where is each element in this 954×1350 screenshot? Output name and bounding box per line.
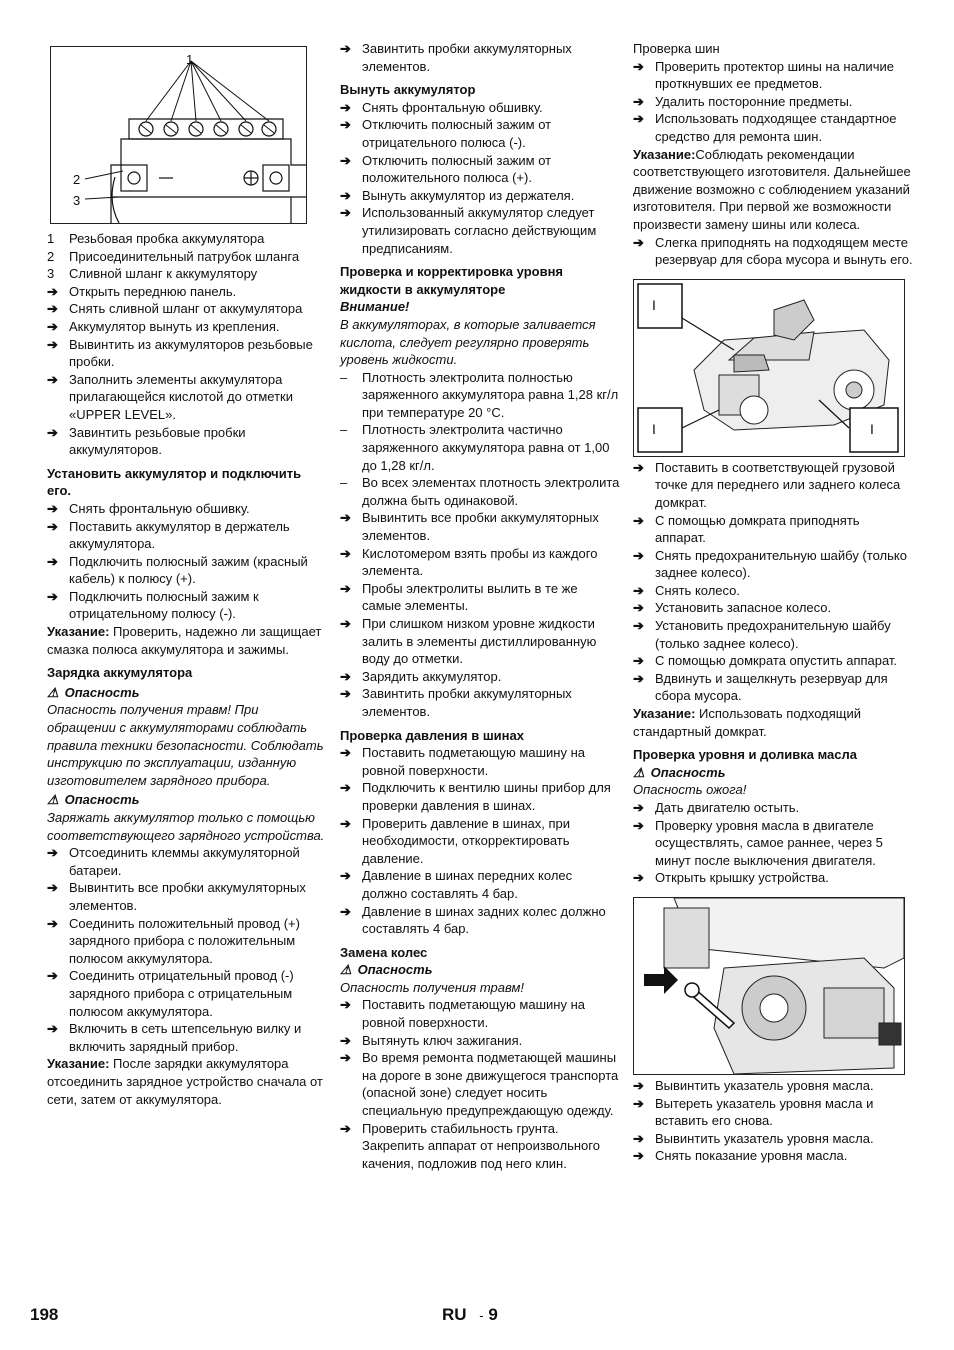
step-item: ➔ Соединить положительный провод (+) зарядного прибора с положительным полюсом аккумулятора. — [47, 915, 300, 966]
step-item: ➔ Поставить в соответствующей грузовой точке для переднего или заднего колеса домкрат. — [633, 459, 901, 510]
step-item: ➔ Вывинтить все пробки аккумуляторных элементов. — [340, 510, 599, 544]
dash-item: – Плотность электролита частично заряженного аккумулятора равна от 1,00 до 1,28 кг/л. — [340, 422, 610, 473]
note-2: Указание: Использовать подходящий стандартный домкрат. — [633, 706, 862, 739]
steps-wheel-change — [633, 459, 913, 705]
danger-text: Опасность получения травм! — [340, 979, 525, 995]
heading-remove: Вынуть аккумулятор — [340, 82, 476, 98]
step-item: ➔ Установить предохранительную шайбу (только заднее колесо). — [633, 618, 891, 651]
arrow-icon: ➔ — [633, 234, 644, 250]
step-item: ➔ Вывинтить все пробки аккумуляторных элементов. — [47, 880, 306, 913]
step-item: ➔ Снять фронтальную обшивку. — [340, 99, 543, 115]
legend-item: 1 Резьбовая пробка аккумулятора — [47, 231, 265, 246]
arrow-icon: ➔ — [47, 424, 58, 440]
pointer-arrow-icon — [644, 966, 678, 994]
arrow-icon: ➔ — [47, 880, 58, 896]
danger-label: ⚠ Опасность — [633, 764, 726, 780]
steps-wheel — [340, 996, 620, 1172]
arrow-icon: ➔ — [633, 800, 644, 815]
steps-tyre — [340, 744, 620, 938]
heading-tyre-pressure: Проверка давления в шинах — [340, 727, 524, 743]
steps-refill — [47, 283, 327, 459]
step-item: ➔ Поставить подметающую машину на ровной поверхности. — [340, 745, 585, 778]
steps-remove — [340, 99, 620, 257]
column-1 — [47, 46, 327, 1108]
step-item: ➔ Вытянуть ключ зажигания. — [340, 1032, 523, 1048]
svg-text:I: I — [652, 296, 656, 313]
step-item: ➔ Вытереть указатель уровня масла и вставить его снова. — [633, 1095, 874, 1129]
step-item: ➔ Слегка приподнять на подходящем месте резервуар для сбора мусора и вынуть его. — [633, 234, 913, 268]
arrow-icon: ➔ — [47, 336, 58, 352]
steps-charge — [47, 844, 327, 1055]
arrow-icon: ➔ — [47, 588, 58, 604]
step-item: ➔ Проверку уровня масла в двигателе осуществлять, самое раннее, через 5 минут после выключения двигателя. — [633, 817, 883, 868]
caution-text: В аккумуляторах, в которые заливается кислота, следует регулярно проверять уровень жидкости. — [340, 316, 596, 368]
arrow-icon: ➔ — [340, 616, 351, 631]
step-item: ➔ Вдвинуть и защелкнуть резервуар для сбора мусора. — [633, 670, 888, 704]
steps-tyres — [633, 58, 913, 146]
step-item: ➔ Зарядить аккумулятор. — [340, 668, 502, 684]
step-item: ➔ Снять показание уровня масла. — [633, 1148, 848, 1164]
step-item: ➔ Вывинтить указатель уровня масла. — [633, 1130, 874, 1146]
arrow-icon: ➔ — [633, 111, 644, 127]
arrow-icon: ➔ — [340, 41, 351, 56]
arrow-icon: ➔ — [633, 817, 644, 833]
callout-2: 2 — [73, 172, 81, 187]
step-item: ➔ Установить запасное колесо. — [633, 600, 832, 616]
step-item: ➔ Давление в шинах передних колес должно составлять 4 бар. — [340, 868, 573, 901]
step-item: ➔ Пробы электролиты вылить в те же самые элементы. — [340, 580, 578, 614]
callout-1: 1 — [186, 52, 194, 67]
step-item: ➔ Подключить полюсный зажим (красный кабель) к полюсу (+). — [47, 553, 308, 587]
arrow-icon: ➔ — [340, 815, 351, 831]
arrow-icon: ➔ — [47, 371, 58, 387]
step-item: ➔ Использованный аккумулятор следует утилизировать согласно действующим предписаниям. — [340, 205, 597, 256]
arrow-icon: ➔ — [47, 500, 58, 516]
page-lang: RU - 9 — [442, 1305, 498, 1324]
step-item: ➔ Давление в шинах задних колес должно составлять 4 бар. — [340, 903, 606, 937]
engine-drawing — [634, 898, 904, 1074]
arrow-icon: ➔ — [340, 997, 351, 1013]
arrow-icon: ➔ — [633, 547, 644, 563]
arrow-icon: ➔ — [340, 1050, 351, 1066]
arrow-icon: ➔ — [633, 1095, 644, 1111]
heading-level: Проверка и корректировка уровня жидкости в аккумуляторе — [340, 264, 564, 297]
step-item: ➔ Отсоединить клеммы аккумуляторной батареи. — [47, 845, 300, 878]
danger-text-2: Заряжать аккумулятор только с помощью соответствующего зарядного устройства. — [47, 810, 325, 843]
arrow-icon: ➔ — [633, 582, 644, 598]
arrow-icon: ➔ — [47, 553, 58, 569]
arrow-icon: ➔ — [633, 58, 644, 74]
column-2 — [340, 40, 620, 1172]
step-item: ➔ Отключить полюсный зажим от отрицательного полюса (-). — [340, 117, 552, 150]
arrow-icon: ➔ — [633, 1130, 644, 1146]
warning-icon: ⚠ — [47, 684, 59, 700]
legend-item: 2 Присоединительный патрубок шланга — [47, 248, 300, 264]
battery-figure — [50, 46, 307, 224]
danger-label-2: ⚠ Опасность — [47, 792, 140, 808]
column-3 — [633, 40, 913, 1165]
arrow-icon: ➔ — [47, 968, 58, 984]
arrow-icon: ➔ — [340, 545, 351, 561]
step-item: ➔ Поставить подметающую машину на ровной поверхности. — [340, 997, 585, 1031]
dash-item: – Во всех элементах плотность электролита должна быть одинаковой. — [340, 475, 620, 508]
svg-text:I: I — [652, 420, 656, 437]
danger-text-1: Опасность получения травм! При обращении с аккумуляторами соблюдать правила техники безопасности. Соблюдать инструкцию по эксплуатации, изданную изготовителем зарядного прибора. — [47, 702, 324, 788]
arrow-icon: ➔ — [340, 1032, 351, 1048]
engine-figure — [633, 897, 905, 1075]
step-item: ➔ Вывинтить из аккумуляторов резьбовые пробки. — [47, 336, 313, 370]
arrow-icon: ➔ — [633, 870, 644, 886]
heading-install: Установить аккумулятор и подключить его. — [47, 465, 302, 499]
arrow-icon: ➔ — [340, 152, 351, 168]
step-item: ➔ Отключить полюсный зажим от положительного полюса (+). — [340, 152, 552, 186]
step-item: ➔ Завинтить пробки аккумуляторных элементов. — [340, 686, 572, 719]
sweeper-figure — [633, 279, 905, 457]
density-list — [340, 369, 620, 510]
arrow-icon: ➔ — [340, 99, 351, 115]
warning-icon: ⚠ — [340, 962, 352, 978]
step-item: ➔ Подключить к вентилю шины прибор для проверки давления в шинах. — [340, 780, 611, 813]
arrow-icon: ➔ — [633, 93, 644, 109]
step-item: ➔ Кислотомером взять пробы из каждого элемента. — [340, 545, 598, 579]
arrow-icon: ➔ — [340, 510, 351, 526]
dash-item: – Плотность электролита полностью заряженного аккумулятора равна 1,28 кг/л при температуре 20 °C. — [340, 369, 619, 420]
steps-oil-b — [633, 1077, 913, 1165]
arrow-icon: ➔ — [340, 187, 351, 203]
step-item: ➔ Завинтить пробки аккумуляторных элементов. — [340, 41, 572, 74]
step-item: ➔ Проверить протектор шины на наличие проткнувших ее предметов. — [633, 58, 894, 92]
step-item: ➔ Снять предохранительную шайбу (только заднее колесо). — [633, 547, 907, 581]
arrow-icon: ➔ — [340, 780, 351, 796]
step-item: ➔ Подключить полюсный зажим к отрицательному полюсу (-). — [47, 588, 259, 622]
step-item: ➔ С помощью домкрата опустить аппарат. — [633, 653, 898, 669]
step-item: ➔ Поставить аккумулятор в держатель аккумулятора. — [47, 518, 290, 552]
step-item: ➔ Использовать подходящее стандартное средство для ремонта шин. — [633, 111, 897, 144]
warning-icon: ⚠ — [633, 764, 645, 780]
step-item: ➔ Снять колесо. — [633, 582, 741, 598]
arrow-icon: ➔ — [47, 318, 58, 334]
step-item: ➔ Снять фронтальную обшивку. — [47, 500, 250, 516]
step-item: ➔ Соединить отрицательный провод (-) зарядного прибора с отрицательным полюсом аккумулятора. — [47, 968, 294, 1019]
arrow-icon: ➔ — [340, 205, 351, 221]
sweeper-drawing — [634, 280, 904, 456]
step-item: ➔ С помощью домкрата приподнять аппарат. — [633, 512, 860, 546]
heading-wheel: Замена колес — [340, 944, 428, 960]
step-item: ➔ Аккумулятор вынуть из крепления. — [47, 318, 280, 334]
arrow-icon: ➔ — [340, 117, 351, 133]
steps-oil-a — [633, 799, 913, 887]
step-item: ➔ Вывинтить указатель уровня масла. — [633, 1077, 874, 1093]
step-item: ➔ Проверить стабильность грунта. Закрепить аппарат от непроизвольного качения, подложив под него клин. — [340, 1120, 600, 1171]
battery-drawing — [51, 47, 306, 223]
step-item: ➔ Завинтить резьбовые пробки аккумуляторов. — [47, 424, 246, 458]
svg-text:I: I — [870, 420, 874, 437]
danger-text: Опасность ожога! — [633, 782, 747, 798]
arrow-icon: ➔ — [340, 745, 351, 761]
arrow-icon: ➔ — [47, 915, 58, 931]
step-item: ➔ Снять сливной шланг от аккумулятора — [47, 301, 303, 317]
heading-tyres: Проверка шин — [633, 41, 720, 56]
step-item: ➔ При слишком низком уровне жидкости залить в элементы дистиллированную воду до отметки. — [340, 616, 597, 667]
arrow-icon: ➔ — [633, 459, 644, 475]
arrow-icon: ➔ — [340, 868, 351, 884]
arrow-icon: ➔ — [340, 686, 351, 702]
note-2: Указание: После зарядки аккумулятора отсоединить зарядное устройство сначала от сети, затем от аккумулятора. — [47, 1056, 323, 1107]
step-item: ➔ Вынуть аккумулятор из держателя. — [340, 187, 575, 203]
arrow-icon: ➔ — [340, 580, 351, 596]
legend-item: 3 Сливной шланг к аккумулятору — [47, 266, 258, 282]
arrow-icon: ➔ — [633, 653, 644, 669]
arrow-icon: ➔ — [633, 600, 644, 616]
step-item: ➔ Включить в сеть штепсельную вилку и включить зарядный прибор. — [47, 1021, 302, 1054]
arrow-icon: ➔ — [633, 670, 644, 686]
danger-label-1: ⚠ Опасность — [47, 684, 140, 700]
arrow-icon: ➔ — [47, 845, 58, 861]
step-item: ➔ Открыть крышку устройства. — [633, 870, 829, 886]
danger-label: ⚠ Опасность — [340, 962, 433, 978]
note-1: Указание:Соблюдать рекомендации соответствующего изготовителя. Дальнейшее движение возможно с соблюдением указаний изготовителя. При первой же возможности произвести замену шины или колеса. — [633, 146, 911, 232]
step-item: ➔ Проверить давление в шинах, при необходимости, откорректировать давление. — [340, 815, 571, 866]
arrow-icon: ➔ — [633, 1148, 644, 1164]
arrow-icon: ➔ — [633, 512, 644, 528]
arrow-icon: ➔ — [47, 1021, 58, 1037]
arrow-icon: ➔ — [340, 1120, 351, 1136]
note-1: Указание: Проверить, надежно ли защищает смазка полюса аккумулятора и зажимы. — [47, 624, 322, 657]
caution-label: Внимание! — [340, 299, 410, 315]
page-number: 198 — [30, 1305, 59, 1324]
step-item: ➔ Во время ремонта подметающей машины на дороге в зоне движущегося транспорта (опасной зоне) следует носить специальную предупреждающую одежду. — [340, 1050, 619, 1119]
steps-install — [47, 500, 327, 623]
steps-level — [340, 509, 620, 720]
step-item: ➔ Удалить посторонние предметы. — [633, 93, 853, 109]
step-item: ➔ Заполнить элементы аккумулятора прилагающейся кислотой до отметки «UPPER LEVEL». — [47, 371, 293, 422]
heading-oil: Проверка уровня и доливка масла — [633, 747, 858, 763]
arrow-icon: ➔ — [633, 618, 644, 634]
warning-icon: ⚠ — [47, 792, 59, 808]
step-item: ➔ Дать двигателю остыть. — [633, 800, 800, 815]
arrow-icon: ➔ — [47, 518, 58, 534]
arrow-icon: ➔ — [340, 668, 351, 684]
arrow-icon: ➔ — [47, 301, 58, 317]
arrow-icon: ➔ — [633, 1077, 644, 1093]
arrow-icon: ➔ — [340, 903, 351, 919]
figure-legend — [47, 230, 327, 283]
arrow-icon: ➔ — [47, 283, 58, 299]
callout-3: 3 — [73, 193, 81, 208]
heading-charge: Зарядка аккумулятора — [47, 665, 193, 681]
step-item: ➔ Открыть переднюю панель. — [47, 283, 237, 299]
